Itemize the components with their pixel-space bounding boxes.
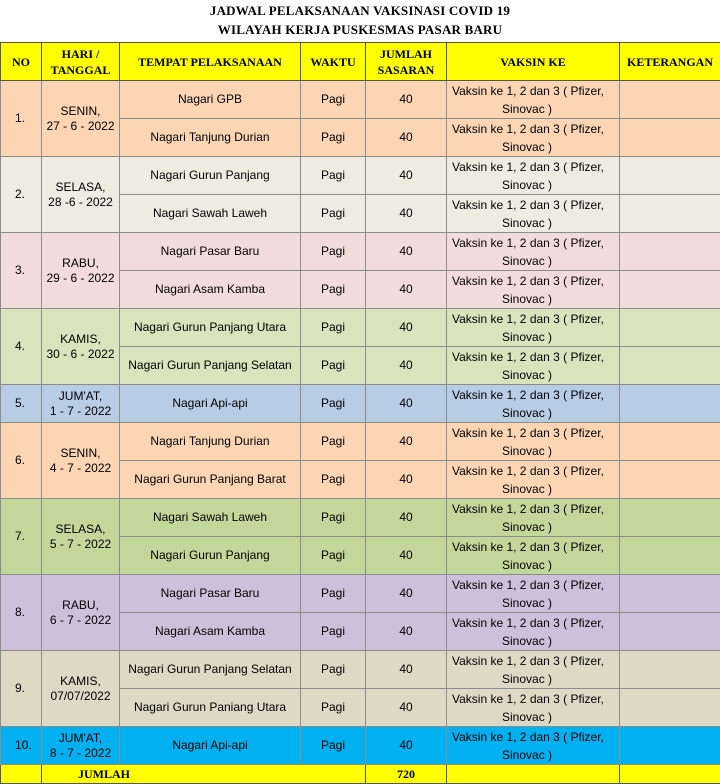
target-count-cell: 40	[366, 157, 447, 195]
table-row	[1, 727, 720, 765]
day-date-cell	[42, 157, 120, 233]
vaccine-line-2: Sinovac )	[452, 102, 552, 116]
time-cell: Pagi	[301, 575, 366, 613]
time-cell: Pagi	[301, 81, 366, 119]
target-count-cell: 40	[366, 727, 447, 765]
row-number: 7.	[1, 499, 42, 575]
target-count-cell: 40	[366, 651, 447, 689]
header-row	[1, 43, 720, 81]
day-date-cell	[42, 309, 120, 385]
target-count-cell: 40	[366, 385, 447, 423]
location-cell: Nagari Gurun Panjang Selatan	[120, 347, 301, 385]
vaccine-line-1: Vaksin ke 1, 2 dan 3 ( Pfizer,	[452, 84, 604, 98]
vaccine-dose-cell	[447, 385, 620, 423]
time-cell: Pagi	[301, 613, 366, 651]
target-count-cell: 40	[366, 271, 447, 309]
target-count-cell: 40	[366, 233, 447, 271]
day-name: JUM'AT,	[59, 731, 102, 745]
time-cell: Pagi	[301, 271, 366, 309]
target-count-cell: 40	[366, 537, 447, 575]
day-name: RABU,	[62, 256, 99, 270]
date-value: 8 - 7 - 2022	[50, 746, 111, 760]
footer-empty-cell	[447, 765, 620, 784]
header-tempat: TEMPAT PELAKSANAAN	[120, 43, 301, 81]
time-cell: Pagi	[301, 195, 366, 233]
day-name: SELASA,	[55, 522, 105, 536]
time-cell: Pagi	[301, 309, 366, 347]
vaccine-line-2: Sinovac )	[452, 406, 552, 420]
date-value: 6 - 7 - 2022	[50, 613, 111, 627]
vaccine-dose-cell	[447, 613, 620, 651]
vaccine-line-1: Vaksin ke 1, 2 dan 3 ( Pfizer,	[452, 312, 604, 326]
remarks-cell	[620, 537, 720, 575]
header-hari-line1: HARI /	[62, 47, 100, 61]
header-waktu: WAKTU	[301, 43, 366, 81]
location-cell: Nagari Api-api	[120, 727, 301, 765]
table-row	[1, 157, 720, 195]
time-cell: Pagi	[301, 157, 366, 195]
target-count-cell: 40	[366, 461, 447, 499]
row-number: 3.	[1, 233, 42, 309]
day-date-cell	[42, 727, 120, 765]
footer-empty-cell	[620, 765, 720, 784]
vaccine-line-1: Vaksin ke 1, 2 dan 3 ( Pfizer,	[452, 502, 604, 516]
target-count-cell: 40	[366, 575, 447, 613]
vaccine-dose-cell	[447, 81, 620, 119]
table-row	[1, 81, 720, 119]
date-value: 5 - 7 - 2022	[50, 537, 111, 551]
vaccine-line-1: Vaksin ke 1, 2 dan 3 ( Pfizer,	[452, 350, 604, 364]
target-count-cell: 40	[366, 423, 447, 461]
day-date-cell	[42, 651, 120, 727]
location-cell: Nagari Gurun Paniang Utara	[120, 689, 301, 727]
footer-total: 720	[366, 765, 447, 784]
vaccine-line-2: Sinovac )	[452, 672, 552, 686]
vaccine-dose-cell	[447, 689, 620, 727]
location-cell: Nagari Pasar Baru	[120, 575, 301, 613]
location-cell: Nagari Gurun Panjang Selatan	[120, 651, 301, 689]
target-count-cell: 40	[366, 499, 447, 537]
vaccine-line-2: Sinovac )	[452, 178, 552, 192]
vaccine-dose-cell	[447, 727, 620, 765]
location-cell: Nagari Tanjung Durian	[120, 119, 301, 157]
header-jumlah-line2: SASARAN	[378, 63, 435, 77]
vaccine-line-2: Sinovac )	[452, 520, 552, 534]
vaccine-line-2: Sinovac )	[452, 748, 552, 762]
vaccine-dose-cell	[447, 309, 620, 347]
header-jumlah-sasaran	[366, 43, 447, 81]
date-value: 27 - 6 - 2022	[46, 119, 114, 133]
vaccine-line-2: Sinovac )	[452, 710, 552, 724]
target-count-cell: 40	[366, 347, 447, 385]
vaccine-line-1: Vaksin ke 1, 2 dan 3 ( Pfizer,	[452, 578, 604, 592]
vaccine-line-1: Vaksin ke 1, 2 dan 3 ( Pfizer,	[452, 236, 604, 250]
target-count-cell: 40	[366, 119, 447, 157]
vaccine-dose-cell	[447, 347, 620, 385]
day-date-cell	[42, 423, 120, 499]
vaccine-dose-cell	[447, 537, 620, 575]
footer-row	[1, 765, 720, 784]
table-row	[1, 575, 720, 613]
date-value: 1 - 7 - 2022	[50, 404, 111, 418]
row-number: 5.	[1, 385, 42, 423]
date-value: 29 - 6 - 2022	[46, 271, 114, 285]
day-name: SELASA,	[55, 180, 105, 194]
location-cell: Nagari Sawah Laweh	[120, 499, 301, 537]
time-cell: Pagi	[301, 385, 366, 423]
remarks-cell	[620, 195, 720, 233]
vaccine-line-2: Sinovac )	[452, 254, 552, 268]
vaccine-dose-cell	[447, 499, 620, 537]
row-number: 8.	[1, 575, 42, 651]
time-cell: Pagi	[301, 119, 366, 157]
vaccine-dose-cell	[447, 195, 620, 233]
date-value: 30 - 6 - 2022	[46, 347, 114, 361]
target-count-cell: 40	[366, 195, 447, 233]
date-value: 28 -6 - 2022	[48, 195, 113, 209]
table-row	[1, 233, 720, 271]
vaccine-line-2: Sinovac )	[452, 634, 552, 648]
vaccine-line-2: Sinovac )	[452, 368, 552, 382]
row-number: 6.	[1, 423, 42, 499]
day-date-cell	[42, 233, 120, 309]
vaccine-dose-cell	[447, 233, 620, 271]
remarks-cell	[620, 727, 720, 765]
remarks-cell	[620, 651, 720, 689]
vaccine-line-1: Vaksin ke 1, 2 dan 3 ( Pfizer,	[452, 464, 604, 478]
day-name: KAMIS,	[60, 332, 101, 346]
table-row	[1, 385, 720, 423]
target-count-cell: 40	[366, 613, 447, 651]
time-cell: Pagi	[301, 537, 366, 575]
row-number: 1.	[1, 81, 42, 157]
footer-empty-cell	[1, 765, 42, 784]
day-date-cell	[42, 385, 120, 423]
vaccine-line-1: Vaksin ke 1, 2 dan 3 ( Pfizer,	[452, 274, 604, 288]
vaccine-line-1: Vaksin ke 1, 2 dan 3 ( Pfizer,	[452, 616, 604, 630]
document-title: JADWAL PELAKSANAAN VAKSINASI COVID 19	[0, 3, 720, 19]
day-name: KAMIS,	[60, 674, 101, 688]
target-count-cell: 40	[366, 81, 447, 119]
location-cell: Nagari Sawah Laweh	[120, 195, 301, 233]
time-cell: Pagi	[301, 499, 366, 537]
row-number: 9.	[1, 651, 42, 727]
header-hari-line2: TANGGAL	[51, 63, 111, 77]
vaccine-line-1: Vaksin ke 1, 2 dan 3 ( Pfizer,	[452, 730, 604, 744]
remarks-cell	[620, 613, 720, 651]
remarks-cell	[620, 119, 720, 157]
time-cell: Pagi	[301, 347, 366, 385]
location-cell: Nagari Tanjung Durian	[120, 423, 301, 461]
table-row	[1, 309, 720, 347]
remarks-cell	[620, 575, 720, 613]
header-vaksin: VAKSIN KE	[447, 43, 620, 81]
day-date-cell	[42, 575, 120, 651]
vaccine-line-2: Sinovac )	[452, 558, 552, 572]
row-number: 2.	[1, 157, 42, 233]
document-title-block	[0, 0, 720, 42]
day-name: RABU,	[62, 598, 99, 612]
location-cell: Nagari Gurun Panjang Utara	[120, 309, 301, 347]
schedule-body	[1, 81, 720, 765]
vaccine-line-1: Vaksin ke 1, 2 dan 3 ( Pfizer,	[452, 388, 604, 402]
day-name: SENIN,	[60, 104, 100, 118]
vaccine-dose-cell	[447, 271, 620, 309]
day-date-cell	[42, 499, 120, 575]
remarks-cell	[620, 271, 720, 309]
location-cell: Nagari Api-api	[120, 385, 301, 423]
location-cell: Nagari Asam Kamba	[120, 271, 301, 309]
schedule-table	[0, 42, 720, 784]
vaccine-dose-cell	[447, 157, 620, 195]
table-row	[1, 499, 720, 537]
location-cell: Nagari Gurun Panjang	[120, 537, 301, 575]
remarks-cell	[620, 157, 720, 195]
remarks-cell	[620, 499, 720, 537]
footer-label: JUMLAH	[42, 765, 366, 784]
header-keterangan: KETERANGAN	[620, 43, 720, 81]
remarks-cell	[620, 309, 720, 347]
location-cell: Nagari GPB	[120, 81, 301, 119]
remarks-cell	[620, 385, 720, 423]
location-cell: Nagari Pasar Baru	[120, 233, 301, 271]
header-jumlah-line1: JUMLAH	[380, 47, 432, 61]
table-row	[1, 651, 720, 689]
target-count-cell: 40	[366, 309, 447, 347]
vaccine-dose-cell	[447, 651, 620, 689]
vaccine-line-1: Vaksin ke 1, 2 dan 3 ( Pfizer,	[452, 198, 604, 212]
vaccine-line-2: Sinovac )	[452, 596, 552, 610]
vaccine-line-2: Sinovac )	[452, 444, 552, 458]
date-value: 07/07/2022	[50, 689, 110, 703]
vaccine-dose-cell	[447, 423, 620, 461]
vaccine-line-1: Vaksin ke 1, 2 dan 3 ( Pfizer,	[452, 426, 604, 440]
header-no: NO	[1, 43, 42, 81]
time-cell: Pagi	[301, 461, 366, 499]
time-cell: Pagi	[301, 689, 366, 727]
vaccine-line-2: Sinovac )	[452, 292, 552, 306]
time-cell: Pagi	[301, 423, 366, 461]
remarks-cell	[620, 81, 720, 119]
row-number: 4.	[1, 309, 42, 385]
vaccine-dose-cell	[447, 461, 620, 499]
date-value: 4 - 7 - 2022	[50, 461, 111, 475]
remarks-cell	[620, 423, 720, 461]
table-row	[1, 423, 720, 461]
remarks-cell	[620, 233, 720, 271]
time-cell: Pagi	[301, 233, 366, 271]
vaccine-line-1: Vaksin ke 1, 2 dan 3 ( Pfizer,	[452, 540, 604, 554]
row-number: 10.	[1, 727, 42, 765]
vaccine-line-1: Vaksin ke 1, 2 dan 3 ( Pfizer,	[452, 160, 604, 174]
location-cell: Nagari Asam Kamba	[120, 613, 301, 651]
vaccine-line-2: Sinovac )	[452, 216, 552, 230]
location-cell: Nagari Gurun Panjang	[120, 157, 301, 195]
header-hari-tanggal	[42, 43, 120, 81]
day-name: SENIN,	[60, 446, 100, 460]
vaccine-line-1: Vaksin ke 1, 2 dan 3 ( Pfizer,	[452, 692, 604, 706]
day-name: JUM'AT,	[59, 389, 102, 403]
target-count-cell: 40	[366, 689, 447, 727]
vaccine-line-1: Vaksin ke 1, 2 dan 3 ( Pfizer,	[452, 122, 604, 136]
location-cell: Nagari Gurun Panjang Barat	[120, 461, 301, 499]
vaccine-line-2: Sinovac )	[452, 140, 552, 154]
vaccine-line-2: Sinovac )	[452, 482, 552, 496]
remarks-cell	[620, 689, 720, 727]
vaccine-dose-cell	[447, 575, 620, 613]
time-cell: Pagi	[301, 727, 366, 765]
vaccine-dose-cell	[447, 119, 620, 157]
vaccine-line-2: Sinovac )	[452, 330, 552, 344]
vaccine-line-1: Vaksin ke 1, 2 dan 3 ( Pfizer,	[452, 654, 604, 668]
time-cell: Pagi	[301, 651, 366, 689]
remarks-cell	[620, 347, 720, 385]
document-subtitle: WILAYAH KERJA PUSKESMAS PASAR BARU	[0, 22, 720, 38]
day-date-cell	[42, 81, 120, 157]
remarks-cell	[620, 461, 720, 499]
